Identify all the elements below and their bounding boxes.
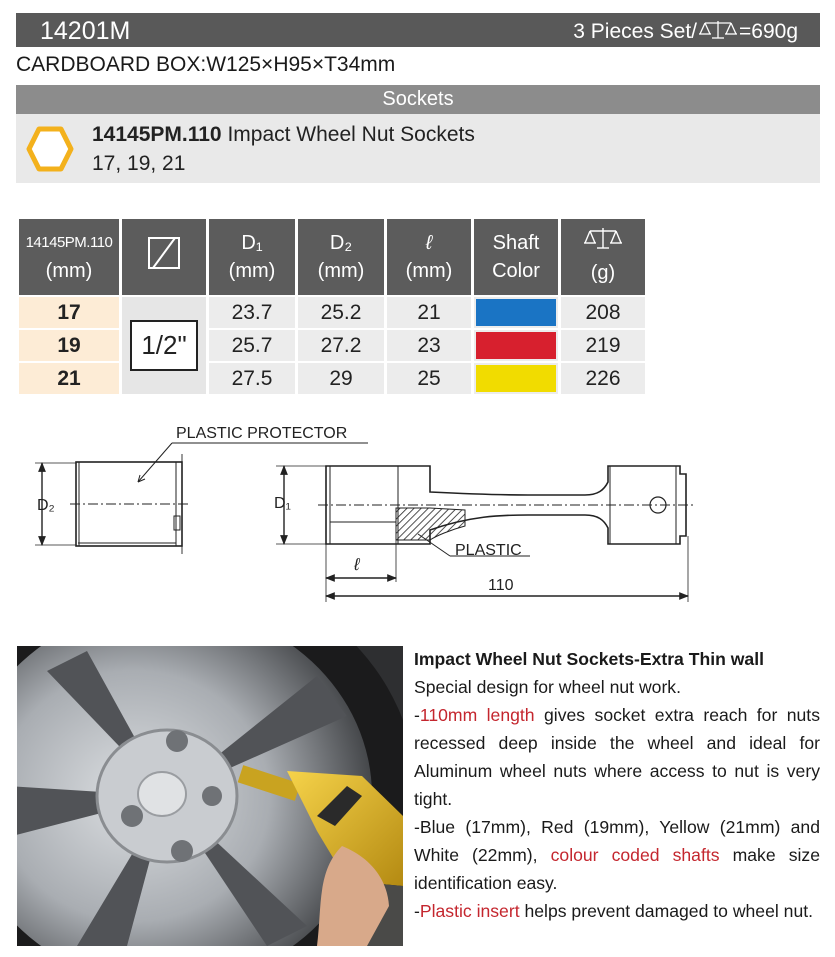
size-cell: 21 [19,363,119,394]
scale-icon [582,227,624,251]
description-heading: Impact Wheel Nut Sockets-Extra Thin wall [414,649,764,669]
d1-cell: 23.7 [209,297,295,328]
shaft-color-swatch [476,332,556,359]
weight-cell: 219 [561,330,645,361]
weight-cell: 208 [561,297,645,328]
d1-cell: 27.5 [209,363,295,394]
product-name: Impact Wheel Nut Sockets [227,123,475,146]
length-cell: 21 [387,297,471,328]
cardboard-box-dimensions: CARDBOARD BOX:W125×H95×T34mm [16,53,396,76]
feature-description [414,645,820,925]
header-bar [16,13,820,47]
protector-view [35,443,368,554]
size-cell: 17 [19,297,119,328]
section-title: Sockets [16,85,820,114]
length-cell: 25 [387,363,471,394]
feature-length: -110mm length gives socket extra reach for nuts recessed deep inside the wheel and ideal for Aluminum wheel nuts where access to nut is very tight. [414,705,820,809]
d2-cell: 27.2 [298,330,384,361]
col-header-weight: (g) [561,219,645,295]
drive-cell [122,297,206,394]
color-cell [474,297,558,328]
col-header-drive [122,219,206,295]
feature-plastic-insert: -Plastic insert helps prevent damaged to wheel nut. [414,901,814,921]
set-weight: =690g [739,20,798,43]
length-cell: 23 [387,330,471,361]
product-code: 14145PM.110 [92,123,222,146]
col-header-shaft-color: Shaft Color [474,219,558,295]
socket-technical-drawing [30,418,710,608]
shaft-color-swatch [476,365,556,392]
set-info [573,20,798,44]
shaft-color-swatch [476,299,556,326]
description-intro: Special design for wheel nut work. [414,677,681,697]
size-cell: 19 [19,330,119,361]
color-cell [474,330,558,361]
spec-table [16,217,648,396]
product-line [92,123,475,147]
d2-cell: 25.2 [298,297,384,328]
col-header-d2: D₂ (mm) [298,219,384,295]
col-header-length: ℓ (mm) [387,219,471,295]
weight-cell: 226 [561,363,645,394]
table-row [19,297,645,328]
set-count: 3 Pieces Set/ [573,20,698,43]
feature-colour-coding: -Blue (17mm), Red (19mm), Yellow (21mm) and White (22mm), colour coded shafts make size identification easy. [414,817,820,893]
product-sizes: 17, 19, 21 [92,152,186,175]
scale-icon [697,20,739,40]
d1-cell: 25.7 [209,330,295,361]
table-row [19,330,645,361]
d1-label: D₁ [274,495,291,512]
col-header-d1: D₁ (mm) [209,219,295,295]
socket-side-view [276,466,696,602]
product-in-use-photo [17,646,403,946]
product-summary [16,114,820,183]
color-cell [474,363,558,394]
hexagon-socket-icon [25,125,75,173]
drive-size: 1/2" [130,320,197,371]
table-row [19,363,645,394]
plastic-label: PLASTIC [455,542,522,559]
set-code: 14201M [40,17,131,45]
plastic-protector-label: PLASTIC PROTECTOR [176,425,348,442]
square-drive-icon [146,235,182,271]
overall-length-label: 110 [488,577,514,594]
length-l-label: ℓ [354,555,360,574]
col-header-size: 14145PM.110 (mm) [19,219,119,295]
d2-cell: 29 [298,363,384,394]
d2-label: D₂ [37,497,55,514]
